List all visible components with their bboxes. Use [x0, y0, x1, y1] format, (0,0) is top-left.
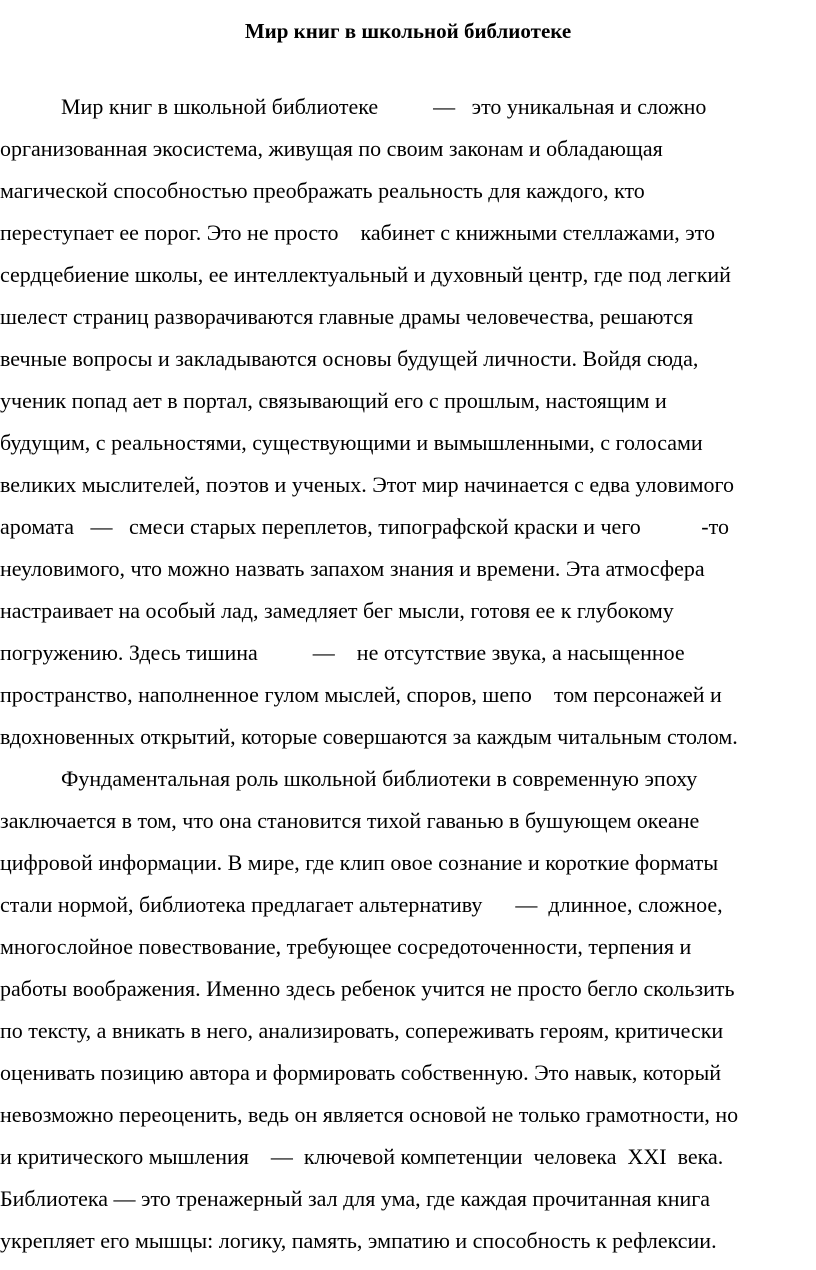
text-line: будущим, с реальностями, существующими и вымышленными, с голосами	[0, 430, 703, 455]
text-line: заключается в том, что она становится тихой гаванью в бушующем океане	[0, 808, 700, 833]
text-line: работы воображения. Именно здесь ребенок учится не просто бегло скользить	[0, 976, 735, 1001]
text-line: цифровой информации. В мире, где клип овое сознание и короткие форматы	[0, 850, 719, 875]
document-title: Мир книг в школьной библиотеке	[244, 19, 572, 44]
text-line: вдохновенных открытий, которые совершаются за каждым читальным столом.	[0, 724, 738, 749]
text-line: неуловимого, что можно назвать запахом знания и времени. Эта атмосфера	[0, 556, 705, 581]
document-body	[0, 86, 816, 1262]
text-line: магической способностью преображать реальность для каждого, кто	[0, 178, 645, 203]
text-line: и критического мышления — ключевой компетенции человека XXI века.	[0, 1144, 724, 1169]
paragraph-2	[0, 758, 816, 1262]
text-line: укрепляет его мышцы: логику, память, эмпатию и способность к рефлексии.	[0, 1228, 717, 1253]
paragraph-1	[0, 86, 816, 758]
text-line: оценивать позицию автора и формировать собственную. Это навык, который	[0, 1060, 722, 1085]
text-line: многослойное повествование, требующее сосредоточенности, терпения и	[0, 934, 692, 959]
text-line: аромата — смеси старых переплетов, типографской краски и чего -то	[0, 514, 729, 539]
text-line: переступает ее порог. Это не просто кабинет с книжными стеллажами, это	[0, 220, 715, 245]
text-line: настраивает на особый лад, замедляет бег мысли, готовя ее к глубокому	[0, 598, 674, 623]
text-line: великих мыслителей, поэтов и ученых. Этот мир начинается с едва уловимого	[0, 472, 735, 497]
text-line: сердцебиение школы, ее интеллектуальный и духовный центр, где под легкий	[0, 262, 731, 287]
text-line: погружению. Здесь тишина — не отсутствие звука, а насыщенное	[0, 640, 685, 665]
text-line: Библиотека — это тренажерный зал для ума, где каждая прочитанная книга	[0, 1186, 711, 1211]
text-line: по тексту, а вникать в него, анализировать, сопереживать героям, критически	[0, 1018, 724, 1043]
text-line: ученик попад ает в портал, связывающий его с прошлым, настоящим и	[0, 388, 667, 413]
text-line: шелест страниц разворачиваются главные драмы человечества, решаются	[0, 304, 694, 329]
text-line: вечные вопросы и закладываются основы будущей личности. Войдя сюда,	[0, 346, 699, 371]
text-line: организованная экосистема, живущая по своим законам и обладающая	[0, 136, 663, 161]
text-line: Фундаментальная роль школьной библиотеки в современную эпоху	[61, 766, 698, 791]
text-line: стали нормой, библиотека предлагает альтернативу — длинное, сложное,	[0, 892, 723, 917]
text-line: невозможно переоценить, ведь он является основой не только грамотности, но	[0, 1102, 739, 1127]
text-line: Мир книг в школьной библиотеке — это уникальная и сложно	[61, 94, 707, 119]
text-line: пространство, наполненное гулом мыслей, споров, шепо том персонажей и	[0, 682, 722, 707]
